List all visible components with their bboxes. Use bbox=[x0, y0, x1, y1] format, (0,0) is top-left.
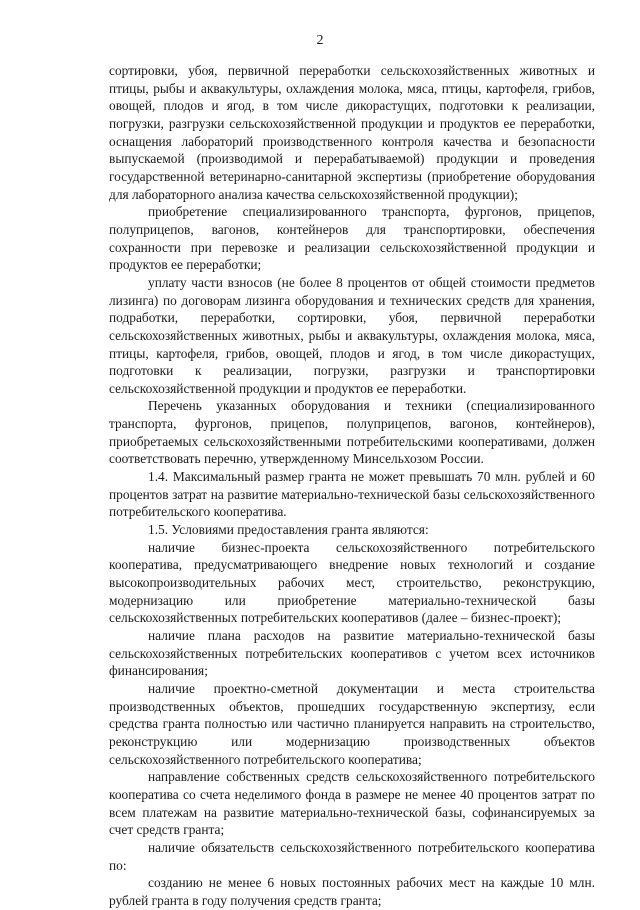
paragraph-own-funds: направление собственных средств сельскохозяйственного потребительского кооператива со счета неделимого фонда в размере не менее 40 процентов затрат по всем платежам на развитие материально-технической базы, софинансируемых за счет средств гранта; bbox=[109, 769, 595, 838]
paragraph-clause-1-4: 1.4. Максимальный размер гранта не может превышать 70 млн. рублей и 60 процентов затрат на развитие материально-технической базы сельскохозяйственного потребительского кооператива. bbox=[109, 469, 595, 520]
paragraph-equipment-list: Перечень указанных оборудования и техники (специализированного транспорта, фургонов, прицепов, полуприцепов, вагонов, контейнеров), приобретаемых сельскохозяйственными потребительскими кооперативами, должен соответствовать перечню, утвержденному Минсельхозом России. bbox=[109, 398, 595, 467]
document-body bbox=[109, 62, 595, 910]
paragraph-business-project: наличие бизнес-проекта сельскохозяйственного потребительского кооператива, предусматривающего внедрение новых технологий и создание высокопроизводительных рабочих мест, строительство, реконструкцию, модернизацию или приобретение материально-технической базы сельскохозяйственных потребительских кооперативов (далее – бизнес-проект); bbox=[109, 539, 595, 626]
paragraph-new-jobs: созданию не менее 6 новых постоянных рабочих мест на каждые 10 млн. рублей гранта в году получения средств гранта; bbox=[109, 875, 595, 908]
paragraph-design-documentation: наличие проектно-сметной документации и места строительства производственных объектов, прошедших государственную экспертизу, если средства гранта полностью или частично планируется направить на строительство, реконструкцию или модернизацию производственных объектов сельскохозяйственного потребительского кооператива; bbox=[109, 680, 595, 767]
paragraph-expense-plan: наличие плана расходов на развитие материально-технической базы сельскохозяйственных потребительских кооперативов с учетом всех источников финансирования; bbox=[109, 628, 595, 679]
paragraph-continuation: сортировки, убоя, первичной переработки сельскохозяйственных животных и птицы, рыбы и аквакультуры, охлаждения молока, мяса, птицы, картофеля, грибов, овощей, плодов и ягод, в том числе дикорастущих, подготовки к реализации, погрузки, разгрузки сельскохозяйственной продукции и продуктов ее переработки, оснащения лабораторий производственного контроля качества и безопасности выпускаемой (производимой и перерабатываемой) продукции и проведения государственной ветеринарно-санитарной экспертизы (приобретение оборудования для лабораторного анализа качества сельскохозяйственной продукции); bbox=[109, 63, 595, 202]
paragraph-clause-1-5: 1.5. Условиями предоставления гранта являются: bbox=[148, 522, 429, 538]
paragraph-leasing-payments: уплату части взносов (не более 8 процентов от общей стоимости предметов лизинга) по договорам лизинга оборудования и технических средств для хранения, подработки, переработки, сортировки, убоя, первичной переработки сельскохозяйственных животных, рыбы и аквакультуры, охлаждения молока, мяса, птицы, картофеля, грибов, овощей, плодов и ягод, в том числе дикорастущих, подготовки к реализации, погрузки, разгрузки и транспортировки сельскохозяйственной продукции и продуктов ее переработки. bbox=[109, 274, 595, 396]
paragraph-specialized-transport: приобретение специализированного транспорта, фургонов, прицепов, полуприцепов, вагонов, контейнеров для транспортировки, обеспечения сохранности при перевозке и реализации сельскохозяйственной продукции и продуктов ее переработки; bbox=[109, 204, 595, 273]
paragraph-obligations: наличие обязательств сельскохозяйственного потребительского кооператива по: bbox=[109, 839, 595, 873]
page-number: 2 bbox=[316, 33, 324, 48]
